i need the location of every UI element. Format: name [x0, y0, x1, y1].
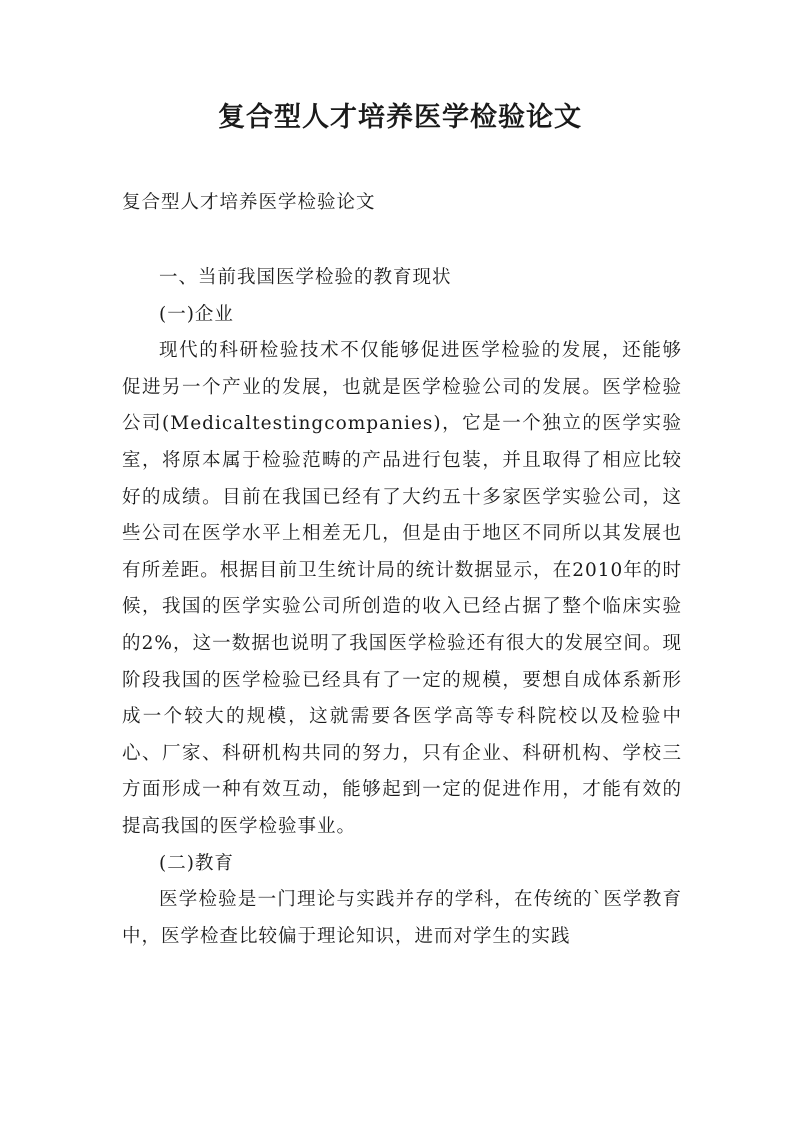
- subsection-heading-enterprise: (一)企业: [159, 303, 234, 325]
- document-title: 复合型人才培养医学检验论文: [218, 102, 582, 133]
- paragraph-education: 医学检验是一门理论与实践并存的学科，在传统的`医学教育中，医学检查比较偏于理论知识，进而对学生的实践: [122, 889, 682, 947]
- subsection-heading-education: (二)教育: [159, 852, 234, 874]
- paragraph-enterprise: 现代的科研检验技术不仅能够促进医学检验的发展，还能够促进另一个产业的发展，也就是医学检验公司的发展。医学检验公司(Medicaltestingcompanies)，它是一个独立的医学实验室，将原本属于检验范畴的产品进行包装，并且取得了相应比较好的成绩。目前在我国已经有了大约五十多家医学实验公司，这些公司在医学水平上相差无几，但是由于地区不同所以其发展也有所差距。根据目前卫生统计局的统计数据显示，在2010年的时候，我国的医学实验公司所创造的收入已经占据了整个临床实验的2%，这一数据也说明了我国医学检验还有很大的发展空间。现阶段我国的医学检验已经具有了一定的规模，要想自成体系新形成一个较大的规模，这就需要各医学高等专科院校以及检验中心、厂家、科研机构共同的努力，只有企业、科研机构、学校三方面形成一种有效互动，能够起到一定的促进作用，才能有效的提高我国的医学检验事业。: [122, 340, 682, 837]
- section-heading: 一、当前我国医学检验的教育现状: [159, 267, 452, 288]
- document-subtitle: 复合型人才培养医学检验论文: [122, 192, 376, 213]
- document-body: [122, 260, 682, 955]
